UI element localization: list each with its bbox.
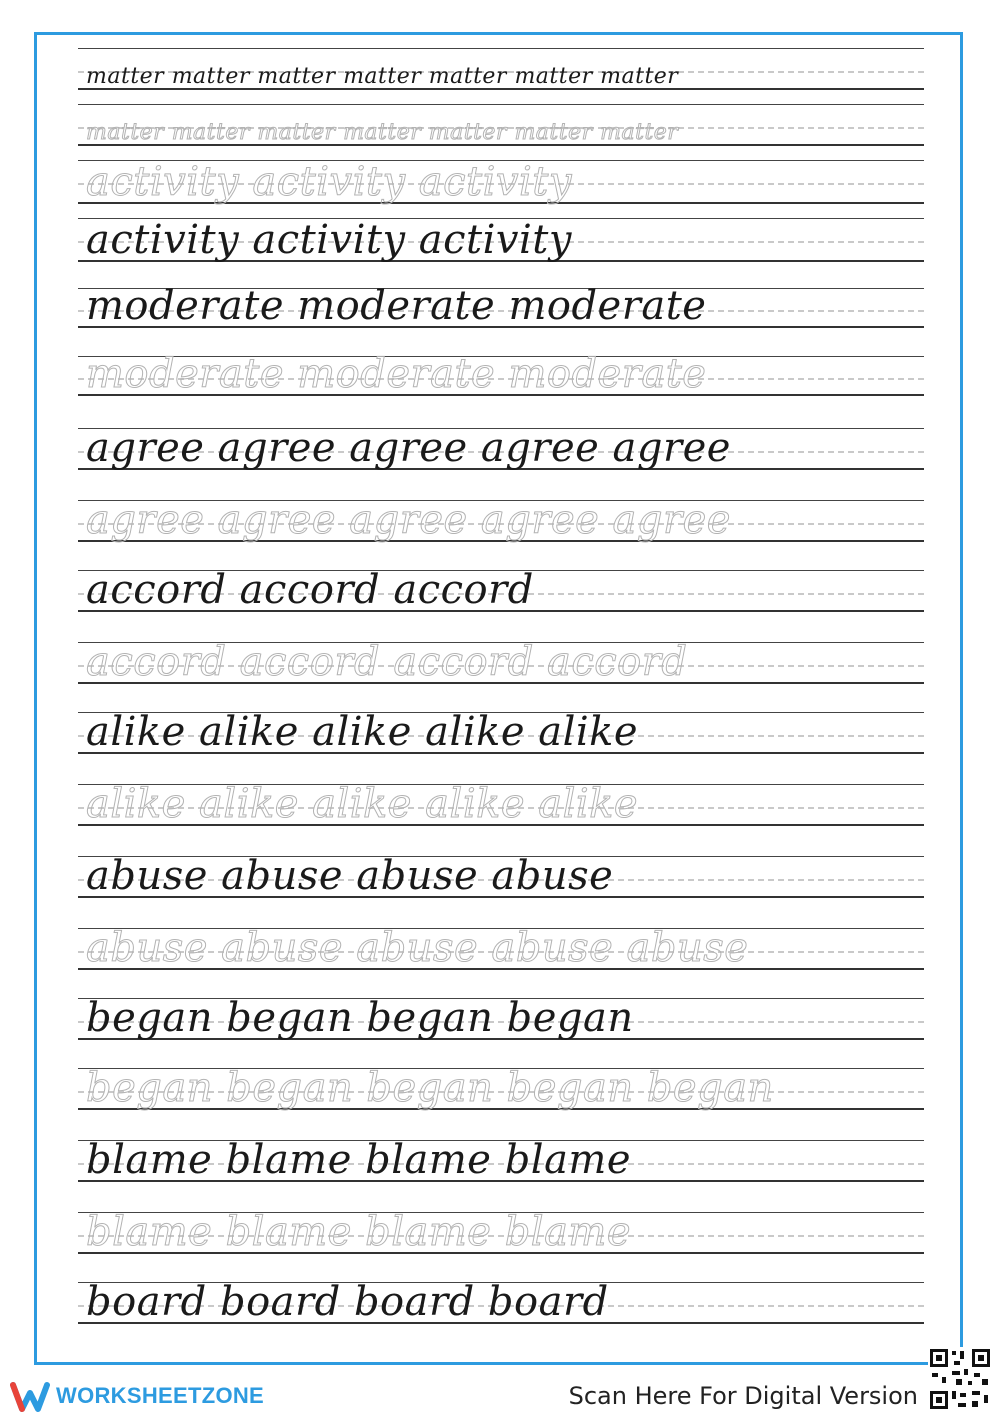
practice-row (78, 1065, 924, 1118)
model-word-line: matter matter matter matter matter matter matter (86, 64, 679, 89)
model-word-line: began began began began (86, 995, 634, 1041)
model-word-line: board board board board (86, 1279, 609, 1325)
practice-row (78, 1209, 924, 1262)
practice-row (78, 1137, 924, 1190)
trace-word-line: accord accord accord accord (86, 639, 688, 685)
headline (78, 48, 924, 49)
model-word-line: abuse abuse abuse abuse (86, 853, 614, 899)
practice-row (78, 995, 924, 1048)
model-word-line: agree agree agree agree agree (86, 425, 731, 471)
practice-row (78, 425, 924, 478)
trace-word-line: abuse abuse abuse abuse abuse (86, 925, 749, 971)
practice-row (78, 567, 924, 620)
practice-row (78, 925, 924, 978)
trace-word-line: alike alike alike alike alike (86, 781, 639, 827)
scan-instruction: Scan Here For Digital Version (568, 1382, 918, 1410)
practice-row (78, 351, 924, 404)
practice-row (78, 639, 924, 692)
trace-word-line: agree agree agree agree agree (86, 497, 731, 543)
handwriting-practice-rows (78, 0, 924, 1417)
practice-row (78, 283, 924, 336)
brand-logo (10, 1378, 264, 1414)
model-word-line: accord accord accord (86, 567, 534, 613)
model-word-line: activity activity activity (86, 217, 572, 263)
trace-word-line: matter matter matter matter matter matter matter (86, 120, 679, 145)
qr-code-icon[interactable] (928, 1347, 992, 1411)
practice-row (78, 1279, 924, 1332)
worksheetzone-logo-icon (10, 1379, 50, 1413)
practice-row (78, 104, 924, 154)
trace-word-line: began began began began began (86, 1065, 774, 1111)
model-word-line: alike alike alike alike alike (86, 709, 639, 755)
practice-row (78, 781, 924, 834)
practice-row (78, 218, 924, 270)
practice-row (78, 709, 924, 762)
trace-word-line: activity activity activity (86, 159, 572, 205)
model-word-line: moderate moderate moderate (86, 283, 707, 329)
practice-row (78, 48, 924, 98)
trace-word-line: moderate moderate moderate (86, 351, 707, 397)
practice-row (78, 853, 924, 906)
practice-row (78, 160, 924, 212)
practice-row (78, 497, 924, 550)
brand-name: WORKSHEETZONE (56, 1383, 265, 1408)
trace-word-line: blame blame blame blame (86, 1209, 632, 1255)
model-word-line: blame blame blame blame (86, 1137, 632, 1183)
headline (78, 104, 924, 105)
